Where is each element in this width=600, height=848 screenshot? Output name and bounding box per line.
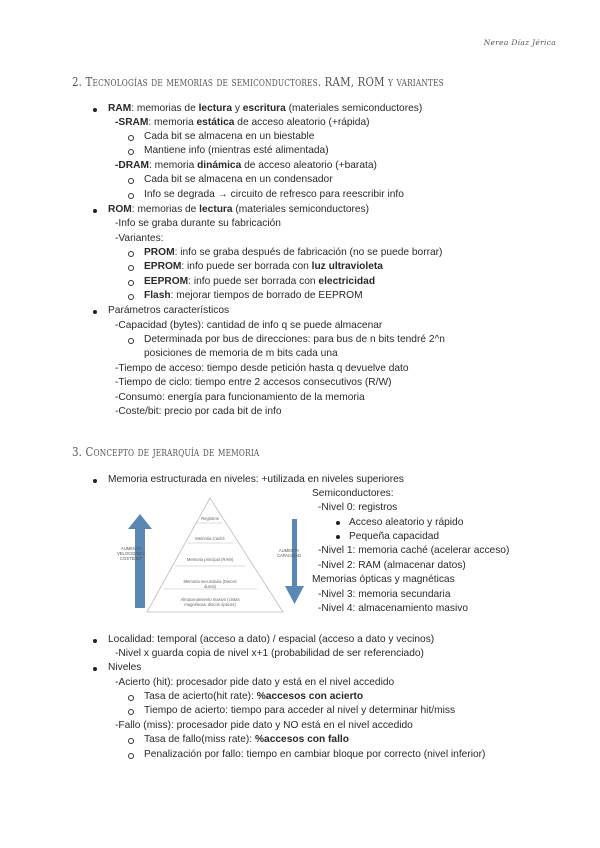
access-time-line: -Tiempo de acceso: tiempo desde petición hasta q devuelve dato bbox=[115, 363, 409, 374]
section-3-title: 3. Concepto de jerarquía de memoria bbox=[72, 444, 260, 459]
up-arrow-icon bbox=[128, 514, 152, 608]
levels-title: Niveles bbox=[108, 662, 142, 673]
eprom-line: EPROM: info puede ser borrada con luz ultravioleta bbox=[144, 261, 383, 272]
optical-line: Memorias ópticas y magnéticas bbox=[312, 574, 455, 585]
level4-line: -Nivel 4: almacenamiento masivo bbox=[318, 603, 469, 614]
bullet-dot bbox=[93, 639, 97, 643]
capacity-label: AUMENTA CAPACIDAD bbox=[276, 548, 302, 558]
bullet-dot bbox=[336, 535, 340, 539]
bullet-circle bbox=[128, 338, 134, 344]
rom-line: ROM: memorias de lectura (materiales semiconductores) bbox=[108, 204, 370, 215]
bullet-circle bbox=[128, 265, 134, 271]
locality-sub: -Nivel x guarda copia de nivel x+1 (probabilidad de ser referenciado) bbox=[115, 648, 424, 659]
bullet-circle bbox=[128, 193, 134, 199]
bullet-dot bbox=[93, 108, 97, 112]
intro-line: Memoria estructurada en niveles: +utilizada en niveles superiores bbox=[108, 474, 404, 485]
bullet-dot bbox=[93, 209, 97, 213]
bullet-circle bbox=[128, 753, 134, 759]
level3-line: -Nivel 3: memoria secundaria bbox=[318, 589, 451, 600]
bullet-circle bbox=[128, 178, 134, 184]
bullet-circle bbox=[128, 294, 134, 300]
pyramid-level-registers: Registros bbox=[201, 516, 219, 521]
bullet-circle bbox=[128, 149, 134, 155]
prom-line: PROM: info se graba después de fabricación (no se puede borrar) bbox=[144, 247, 443, 258]
level0-item: Pequeña capacidad bbox=[349, 531, 440, 542]
rom-variants: -Variantes: bbox=[115, 233, 164, 244]
bullet-dot bbox=[93, 310, 97, 314]
level2-line: -Nivel 2: RAM (almacenar datos) bbox=[318, 560, 466, 571]
capacity-item: Determinada por bus de direcciones: para bus de n bits tendré 2^n bbox=[144, 334, 445, 345]
consumption-line: -Consumo: energía para funcionamiento de la memoria bbox=[115, 392, 365, 403]
eeprom-line: EEPROM: info puede ser borrada con electricidad bbox=[144, 276, 376, 287]
bullet-circle bbox=[128, 135, 134, 141]
bullet-circle bbox=[128, 695, 134, 701]
bullet-circle bbox=[128, 280, 134, 286]
level0-item: Acceso aleatorio y rápido bbox=[349, 517, 464, 528]
flash-line: Flash: mejorar tiempos de borrado de EEPROM bbox=[144, 290, 363, 301]
miss-line: -Fallo (miss): procesador pide dato y NO está en el nivel accedido bbox=[115, 720, 413, 731]
bullet-circle bbox=[128, 709, 134, 715]
hit-rate-line: Tasa de acierto(hit rate): %accesos con acierto bbox=[144, 691, 364, 702]
author-name: Nerea Díaz Jérica bbox=[483, 38, 556, 47]
bullet-circle bbox=[128, 738, 134, 744]
ram-line: RAM: memorias de lectura y escritura (materiales semiconductores) bbox=[108, 103, 423, 114]
capacity-line: -Capacidad (bytes): cantidad de info q se puede almacenar bbox=[115, 320, 383, 331]
bullet-dot bbox=[93, 667, 97, 671]
dram-item: Cada bit se almacena en un condensador bbox=[144, 174, 333, 185]
hit-line: -Acierto (hit): procesador pide dato y está en el nivel accedido bbox=[115, 677, 395, 688]
miss-rate-line: Tasa de fallo(miss rate): %accesos con fallo bbox=[144, 734, 349, 745]
miss-penalty-line: Penalización por fallo: tiempo en cambiar bloque por correcto (nivel inferior) bbox=[144, 749, 486, 760]
bullet-dot bbox=[93, 479, 97, 483]
bullet-dot bbox=[336, 521, 340, 525]
pyramid-level-mass: Almacenamiento masivo (cintas magnéticas, discos ópticos) bbox=[180, 597, 240, 607]
cycle-time-line: -Tiempo de ciclo: tiempo entre 2 accesos consecutivos (R/W) bbox=[115, 377, 392, 388]
pyramid-level-ram: Memoria principal (RAM) bbox=[186, 557, 234, 562]
pyramid-level-cache: Memoria Caché bbox=[195, 536, 225, 541]
capacity-item-cont: posiciones de memoria de m bits cada una bbox=[144, 348, 338, 359]
pyramid-level-secondary: Memoria secundaria (Discos duros) bbox=[183, 579, 237, 589]
hit-time-line: Tiempo de acierto: tiempo para acceder al nivel y determinar hit/miss bbox=[144, 705, 456, 716]
dram-line: -DRAM: memoria dinámica de acceso aleatorio (+barata) bbox=[115, 160, 377, 171]
dram-item: Info se degrada → circuito de refresco para reescribir info bbox=[144, 189, 404, 200]
section-2-title: 2. Tecnologías de memorias de semiconductores. RAM, ROM y variantes bbox=[72, 74, 444, 89]
sram-line: -SRAM: memoria estática de acceso aleatorio (+rápida) bbox=[115, 117, 370, 128]
bullet-circle bbox=[128, 251, 134, 257]
speed-cost-label: AUMENTA VELOCIDAD Y COSTE/BIT bbox=[116, 546, 146, 561]
level1-line: -Nivel 1: memoria caché (acelerar acceso) bbox=[318, 545, 510, 556]
sram-item: Cada bit se almacena en un biestable bbox=[144, 131, 315, 142]
down-arrow-icon bbox=[285, 519, 304, 604]
params-title: Parámetros característicos bbox=[108, 305, 230, 316]
semis-line: Semiconductores: bbox=[312, 488, 394, 499]
rom-info: -Info se graba durante su fabricación bbox=[115, 218, 281, 229]
cost-line: -Coste/bit: precio por cada bit de info bbox=[115, 406, 282, 417]
sram-item: Mantiene info (mientras esté alimentada) bbox=[144, 145, 329, 156]
level0-line: -Nivel 0: registros bbox=[318, 502, 398, 513]
locality-line: Localidad: temporal (acceso a dato) / espacial (acceso a dato y vecinos) bbox=[108, 634, 435, 645]
